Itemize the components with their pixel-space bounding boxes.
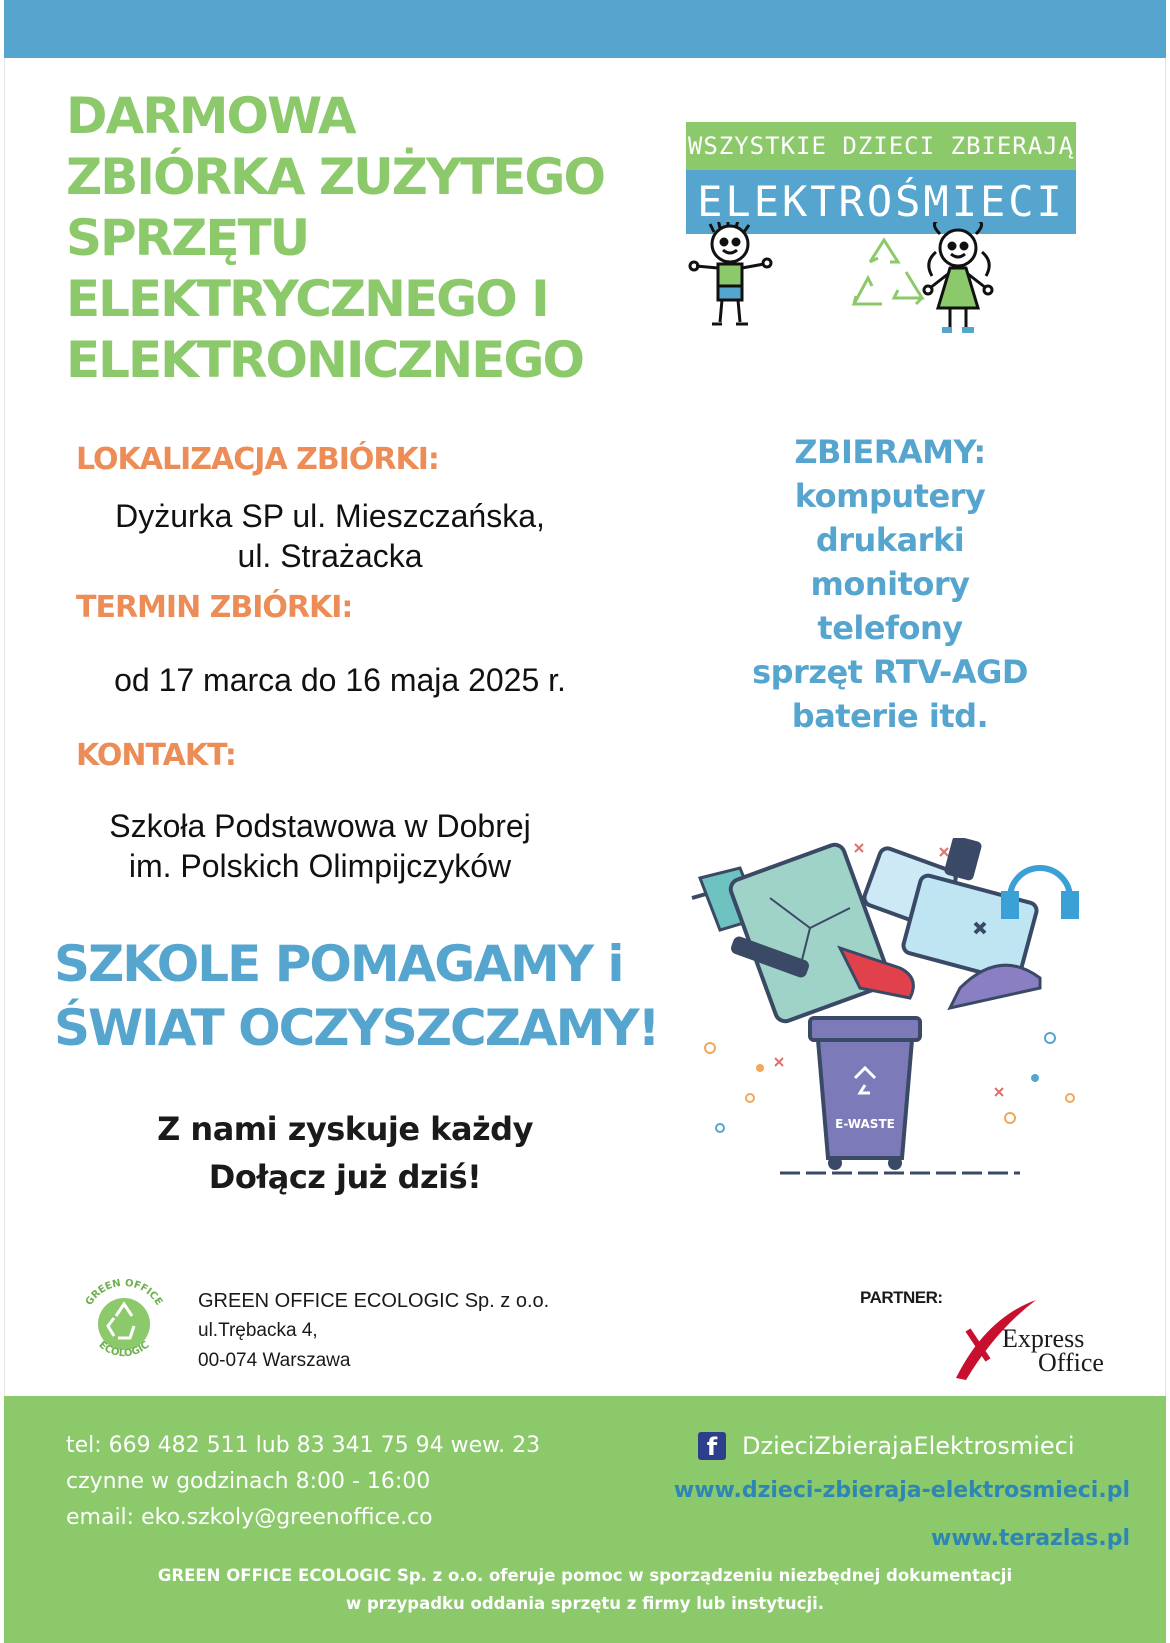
footer-note-line: GREEN OFFICE ECOLOGIC Sp. z o.o. oferuje pomoc w sporządzeniu niezbędnej dokumentacji <box>157 1566 1013 1585</box>
join-line: Z nami zyskuje każdy <box>157 1110 533 1148</box>
slogan <box>54 932 694 1060</box>
location-label: LOKALIZACJA ZBIÓRKI: <box>76 442 439 477</box>
logo-top-band: WSZYSTKIE DZIECI ZBIERAJĄ <box>686 122 1076 170</box>
contact-line: im. Polskich Olimpijczyków <box>128 848 512 884</box>
collect-item: sprzęt RTV-AGD <box>752 653 1028 691</box>
company-name: GREEN OFFICE ECOLOGIC Sp. z o.o. <box>198 1290 550 1312</box>
logo-main-band: ELEKTROŚMIECI <box>686 170 1076 234</box>
top-color-bar <box>4 0 1166 58</box>
slogan-line: SZKOLE POMAGAMY i <box>54 935 623 993</box>
headline-line: DARMOWA <box>66 87 355 145</box>
bin-icon <box>810 1018 920 1170</box>
cracked-tablet-icon <box>728 842 892 1024</box>
green-office-logo <box>76 1276 172 1372</box>
contact-label: KONTAKT: <box>76 738 236 773</box>
headphones-icon <box>1004 868 1076 916</box>
office-line: Office <box>1038 1348 1104 1377</box>
headline-line: ELEKTRYCZNEGO I <box>66 270 548 328</box>
collected-items-list <box>710 430 1070 738</box>
express-line: Express <box>1002 1324 1085 1353</box>
collect-title: ZBIERAMY: <box>794 433 986 471</box>
collect-item: drukarki <box>815 521 965 559</box>
website-link-1[interactable]: www.dzieci-zbieraja-elektrosmieci.pl <box>673 1478 1130 1503</box>
location-text <box>60 496 600 576</box>
partner-label: PARTNER: <box>860 1288 943 1307</box>
company-city: 00-074 Warszawa <box>198 1350 351 1371</box>
main-headline <box>66 86 626 391</box>
logo-ring-bottom: ECOLOGIC <box>96 1339 152 1360</box>
express-office-logo <box>950 1290 1120 1390</box>
iron-icon <box>950 965 1040 1008</box>
girl-figure-icon <box>924 222 992 330</box>
location-line: Dyżurka SP ul. Mieszczańska, <box>115 498 545 534</box>
headline-line: ELEKTRONICZNEGO <box>66 331 583 389</box>
term-value-text: od 17 marca do 16 maja 2025 r. <box>114 662 566 698</box>
logo-illustration <box>686 222 1076 362</box>
term-value <box>60 660 620 700</box>
term-label: TERMIN ZBIÓRKI: <box>76 590 353 625</box>
contact-school <box>60 806 580 886</box>
facebook-icon: f <box>698 1432 726 1460</box>
boy-figure-icon <box>690 222 771 324</box>
location-line: ul. Strażacka <box>237 538 423 574</box>
join-call <box>120 1105 570 1201</box>
headline-line: ZBIÓRKA ZUŻYTEGO <box>66 148 604 206</box>
footer-note <box>60 1562 1110 1618</box>
collect-item: monitory <box>810 565 970 603</box>
slogan-line: ŚWIAT OCZYSZCZAMY! <box>54 999 659 1057</box>
footer-email[interactable]: email: eko.szkoly@greenoffice.co <box>66 1505 433 1530</box>
company-address <box>198 1286 549 1376</box>
contact-line: Szkoła Podstawowa w Dobrej <box>109 808 531 844</box>
campaign-logo <box>686 122 1076 362</box>
logo-ring-top: GREEN OFFICE <box>83 1277 165 1308</box>
collect-item: komputery <box>794 477 986 515</box>
footer-hours: czynne w godzinach 8:00 - 16:00 <box>66 1469 431 1494</box>
collect-item: baterie itd. <box>791 697 989 735</box>
ewaste-bin-illustration <box>690 838 1110 1208</box>
collect-item: telefony <box>817 609 963 647</box>
recycle-icon <box>854 240 922 304</box>
website-link-2[interactable]: www.terazlas.pl <box>931 1526 1130 1551</box>
headline-line: SPRZĘTU <box>66 209 309 267</box>
company-street: ul.Trębacka 4, <box>198 1320 318 1341</box>
footer-note-line: w przypadku oddania sprzętu z firmy lub instytucji. <box>345 1594 825 1613</box>
footer-phone: tel: 669 482 511 lub 83 341 75 94 wew. 23 <box>66 1433 541 1458</box>
facebook-handle[interactable]: DzieciZbierajaElektrosmieci <box>742 1432 1075 1460</box>
facebook-link[interactable] <box>698 1428 1075 1464</box>
footer-contact <box>66 1428 540 1536</box>
bin-label: E-WASTE <box>835 1117 895 1131</box>
join-line: Dołącz już dziś! <box>208 1158 482 1196</box>
